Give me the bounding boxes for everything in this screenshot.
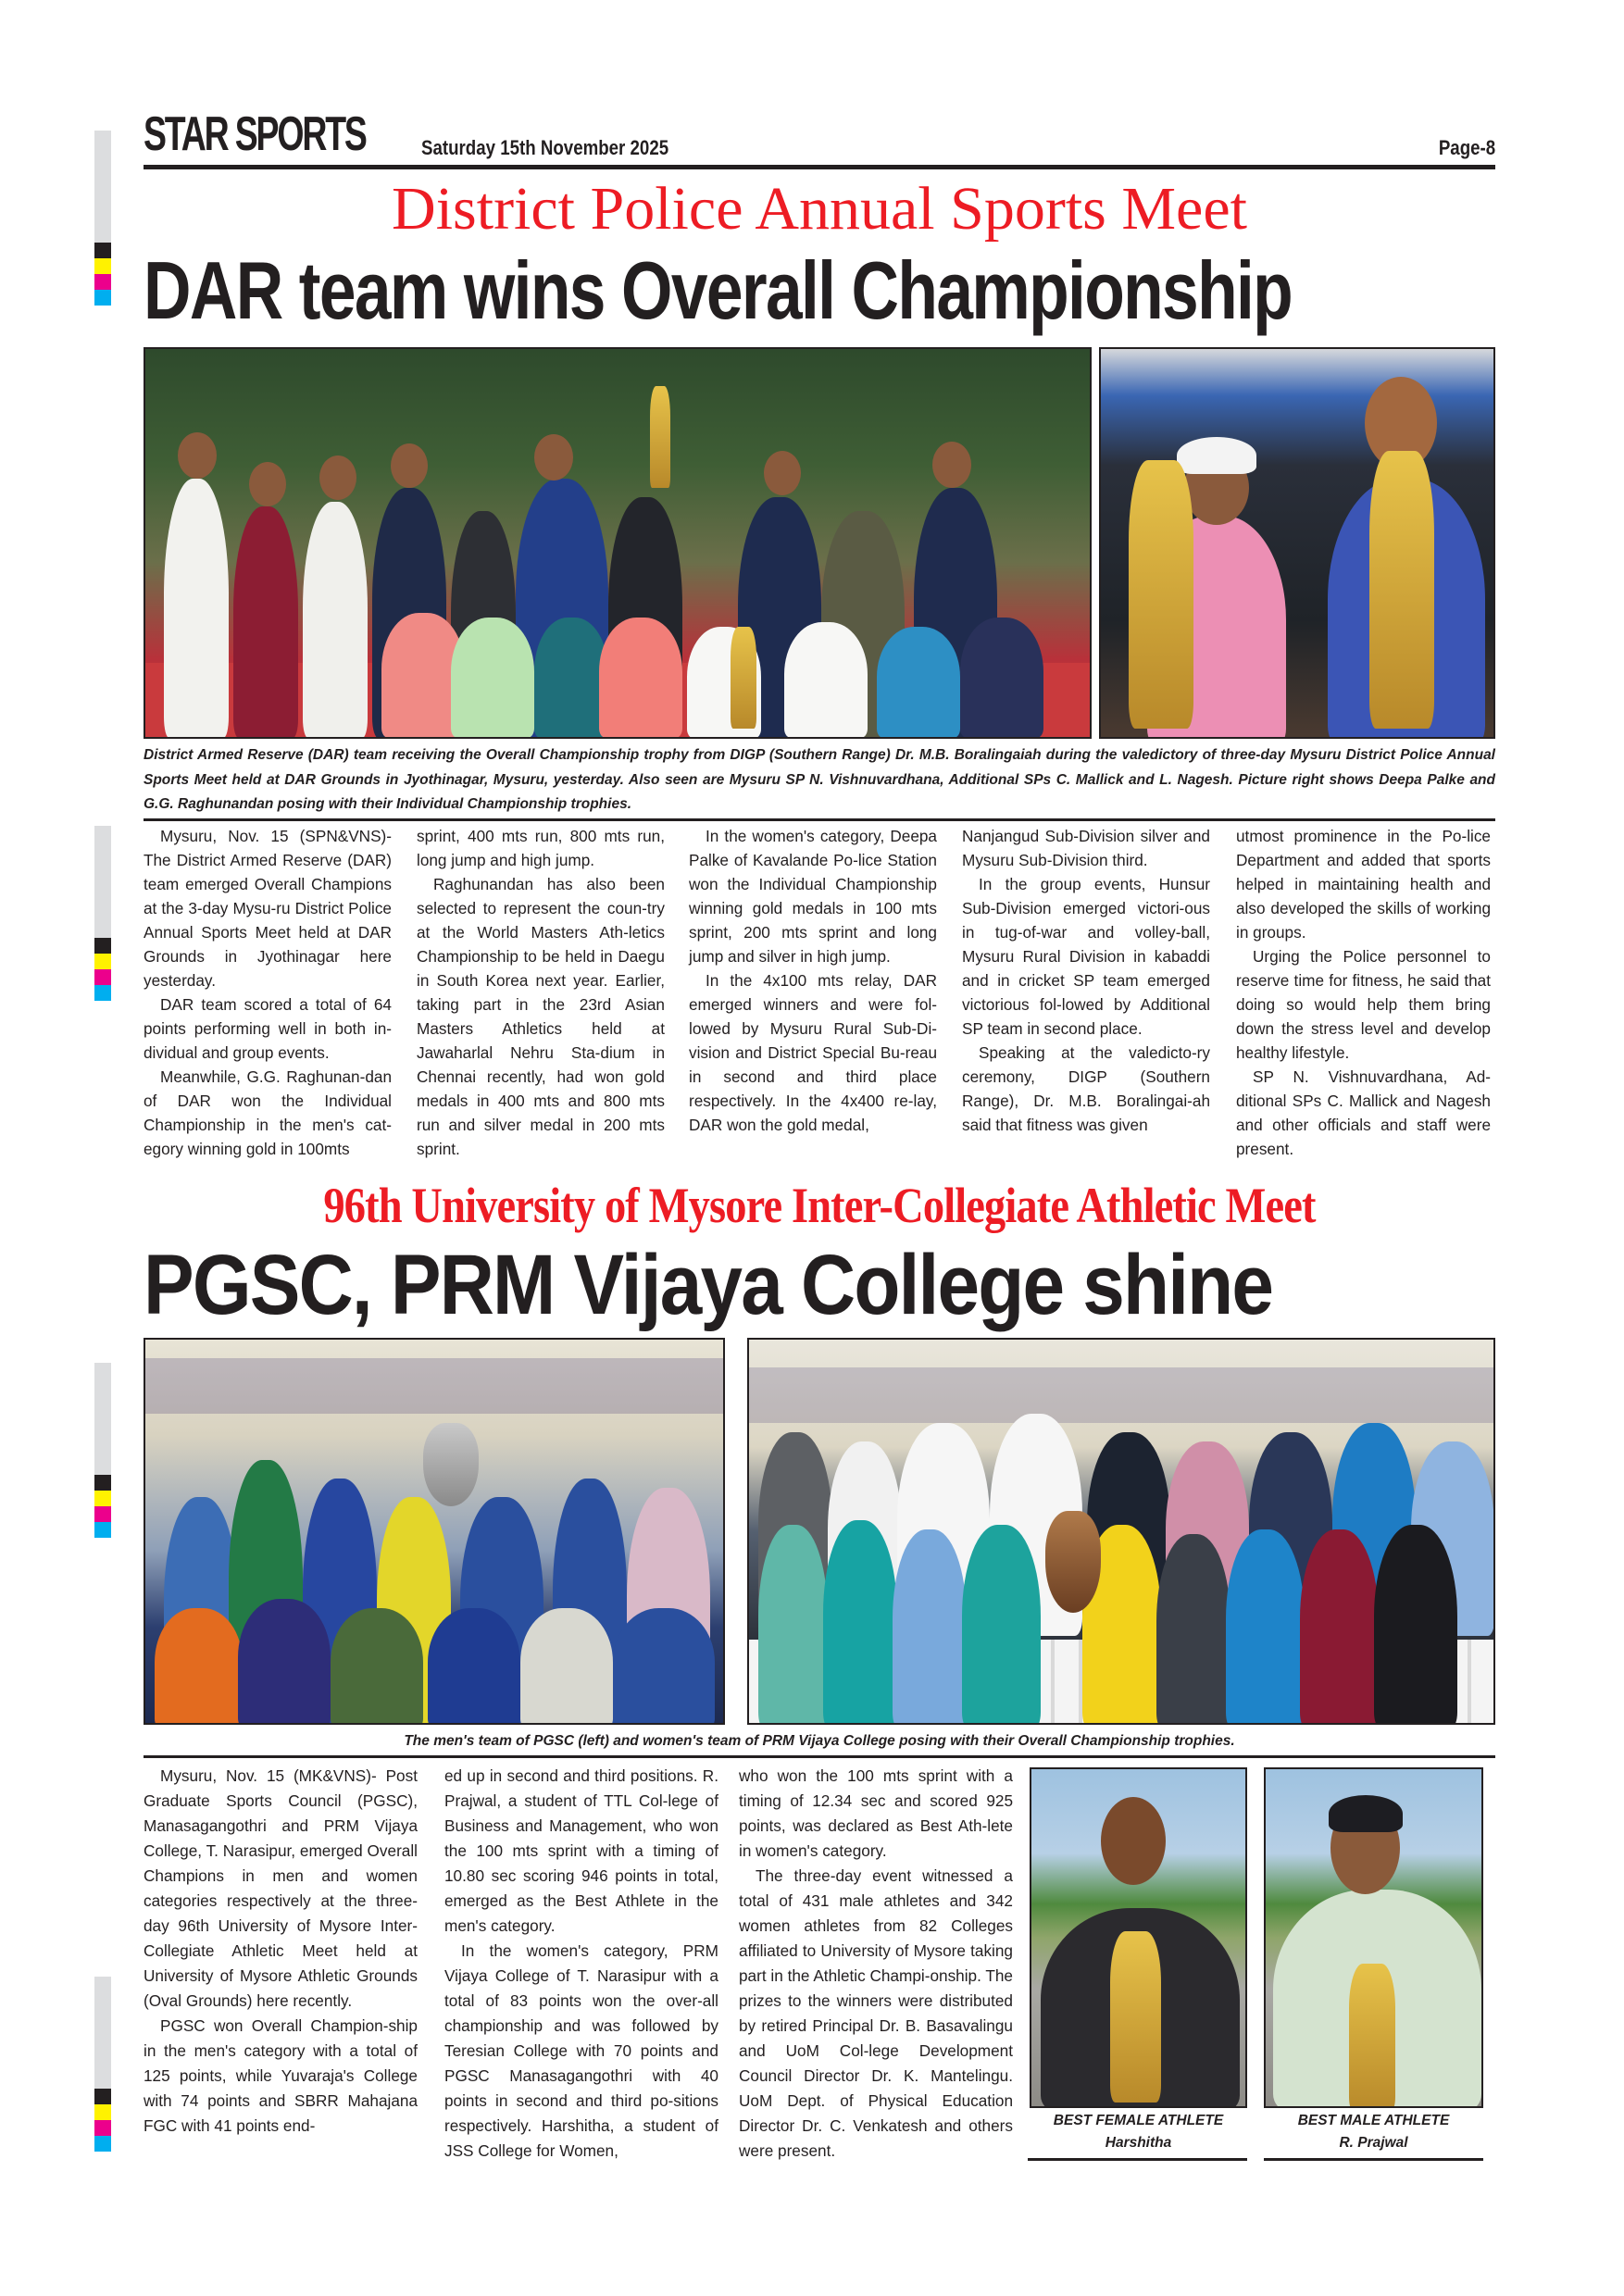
issue-date: Saturday 15th November 2025 — [421, 136, 669, 159]
best-male-athlete-title: BEST MALE ATHLETE — [1297, 2113, 1450, 2128]
caption-rule — [144, 1755, 1495, 1758]
story1-paragraph: Nanjangud Sub-Division silver and Mysuru Sub-Division third. — [962, 827, 1210, 869]
trophy-icon — [1349, 1964, 1395, 2108]
story2-paragraph: PGSC won Overall Champion-ship in the men's category with a total of 125 points, while Yuvaraja's College with 74 points and SBRR Mahajana FGC with 41 points end- — [144, 2016, 418, 2135]
athlete-rule — [1264, 2158, 1483, 2161]
trophy-icon — [650, 386, 670, 488]
story1-paragraph: In the 4x100 mts relay, DAR emerged winners and were fol-lowed by Mysuru Rural Sub-Di-vision and District Special Bu-reau in second and third place respectively. In the 4x400 re-lay, DAR won the gold medal, — [689, 971, 937, 1134]
story1-paragraph: In the women's category, Deepa Palke of Kavalande Po-lice Station won the Individual Championship winning gold medals in 100 mts sprint, 200 mts sprint and long jump and silver in high jump. — [689, 827, 937, 966]
trophy-icon — [1369, 451, 1434, 729]
story1-column-3 — [689, 824, 937, 1137]
story2-column-2 — [444, 1764, 718, 2164]
page-number: Page-8 — [1438, 136, 1495, 159]
trophy-icon — [1129, 460, 1193, 729]
story1-column-2 — [417, 824, 665, 1161]
story1-column-4 — [962, 824, 1210, 1137]
story1-paragraph: SP N. Vishnuvardhana, Ad-ditional SPs C. Mallick and Nagesh and other officials and staff were present. — [1236, 1067, 1491, 1158]
best-female-athlete-name: Harshitha — [1105, 2135, 1172, 2151]
story2-paragraph: Mysuru, Nov. 15 (MK&VNS)- Post Graduate Sports Council (PGSC), Manasagangothri and PRM Vijaya College, T. Narasipur, emerged Overall Champions in men and women categories respectively at the three-day 96th University of Mysore Inter-Collegiate Athletic Meet held at University of Mysore Athletic Grounds (Oval Grounds) here recently. — [144, 1766, 418, 2010]
story2-womens-team-photo — [747, 1338, 1495, 1725]
story2-paragraph: The three-day event witnessed a total of 431 male athletes and 342 women athletes from 82 Colleges affiliated to University of Mysore taking part in the Athletic Champi-onship. The prizes to the winners were distributed by retired Principal Dr. B. Basavalingu and UoM Col-lege Development Council Director Dr. K. Mantelingu. UoM Dept. of Physical Education Director Dr. C. Venkatesh and others were present. — [739, 1866, 1013, 2160]
story1-paragraph: sprint, 400 mts run, 800 mts run, long jump and high jump. — [417, 827, 665, 869]
story1-paragraph: Meanwhile, G.G. Raghunan-dan of DAR won the Individual Championship in the men's cat-egory winning gold in 100mts — [144, 1067, 392, 1158]
caption-rule — [144, 818, 1495, 821]
story2-photo-caption: The men's team of PGSC (left) and women's team of PRM Vijaya College posing with their Overall Championship trophies. — [404, 1733, 1235, 1749]
athlete-rule — [1028, 2158, 1247, 2161]
story2-column-3 — [739, 1764, 1013, 2164]
publication-logo: STAR SPORTS — [144, 107, 366, 161]
story2-headline: PGSC, PRM Vijaya College shine — [144, 1238, 1273, 1332]
trophy-icon — [1110, 1931, 1161, 2103]
best-male-athlete-name: R. Prajwal — [1339, 2135, 1408, 2151]
story1-paragraph: Mysuru, Nov. 15 (SPN&VNS)- The District Armed Reserve (DAR) team emerged Overall Champions at the 3-day Mysu-ru District Police Annual Sports Meet held at DAR Grounds in Jyothinagar here yesterday. — [144, 827, 392, 990]
color-registration-bar — [94, 1363, 111, 1538]
color-registration-bar — [94, 1977, 111, 2152]
masthead — [144, 106, 1495, 171]
shield-trophy-icon — [1045, 1511, 1101, 1613]
story1-paragraph: utmost prominence in the Po-lice Department and added that sports helped in maintaining health and also developed the skills of working in groups. — [1236, 827, 1491, 942]
story1-kicker: District Police Annual Sports Meet — [392, 175, 1247, 243]
story2-paragraph: ed up in second and third positions. R. Prajwal, a student of TTL Col-lege of Business and Management, who won the 100 mts sprint with a timing of 10.80 sec scoring 946 points in total, emerged as the Best Athlete in the men's category. — [444, 1766, 718, 1935]
story2-paragraph: who won the 100 mts sprint with a timing of 12.34 sec and scored 925 points, was declared as Best Ath-lete in women's category. — [739, 1766, 1013, 1860]
story2-column-1 — [144, 1764, 418, 2139]
masthead-rule — [144, 165, 1495, 169]
story1-right-photo — [1099, 347, 1495, 739]
story1-paragraph: DAR team scored a total of 64 points performing well in both in-dividual and group events. — [144, 995, 392, 1062]
story1-paragraph: Urging the Police personnel to reserve time for fitness, he said that doing so would help them bring down the stress level and develop healthy lifestyle. — [1236, 947, 1491, 1062]
story1-column-5 — [1236, 824, 1491, 1161]
story1-paragraph: Raghunandan has also been selected to represent the coun-try at the World Masters Ath-letics Championship to be held in Daegu in South Korea next year. Earlier, taking part in the 23rd Asian Masters Athletics held at Jawaharlal Nehru Sta-dium in Chennai recently, had won gold medals in 400 mts and 800 mts run and silver medal in 200 mts sprint. — [417, 875, 665, 1158]
story1-main-photo — [144, 347, 1092, 739]
shield-trophy-icon — [423, 1423, 479, 1506]
story1-headline: DAR team wins Overall Championship — [144, 244, 1293, 336]
best-female-athlete-title: BEST FEMALE ATHLETE — [1053, 2113, 1224, 2128]
best-female-athlete-photo — [1030, 1767, 1247, 2108]
story1-column-1 — [144, 824, 392, 1161]
story1-paragraph: In the group events, Hunsur Sub-Division emerged victori-ous in tug-of-war and volley-ball, Mysuru Rural Division in kabaddi and in cricket SP team emerged victorious fol-lowed by Additional SP team in second place. — [962, 875, 1210, 1038]
best-male-athlete-photo — [1264, 1767, 1483, 2108]
story1-paragraph: Speaking at the valedicto-ry ceremony, DIGP (Southern Range), Dr. M.B. Boralingai-ah said that fitness was given — [962, 1043, 1210, 1134]
story1-photo-caption: District Armed Reserve (DAR) team receiving the Overall Championship trophy from DIGP (Southern Range) Dr. M.B. Boralingaiah during the valedictory of three-day Mysuru District Police Annual Sports Meet held at DAR Grounds in Jyothinagar, Mysuru, yesterday. Also seen are Mysuru SP N. Vishnuvardhana, Additional SPs C. Mallick and L. Nagesh. Picture right shows Deepa Palke and G.G. Raghunandan posing with their Individual Championship trophies. — [144, 747, 1495, 812]
story2-paragraph: In the women's category, PRM Vijaya College of T. Narasipur with a total of 83 points won the over-all championship and was followed by Teresian College with 70 points and PGSC Manasagangothri with 40 points in second and third po-sitions respectively. Harshitha, a student of JSS College for Women, — [444, 1941, 718, 2160]
story2-mens-team-photo — [144, 1338, 725, 1725]
color-registration-bar — [94, 131, 111, 306]
trophy-icon — [731, 627, 756, 729]
story2-kicker: 96th University of Mysore Inter-Collegiate Athletic Meet — [323, 1178, 1316, 1233]
color-registration-bar — [94, 826, 111, 1001]
